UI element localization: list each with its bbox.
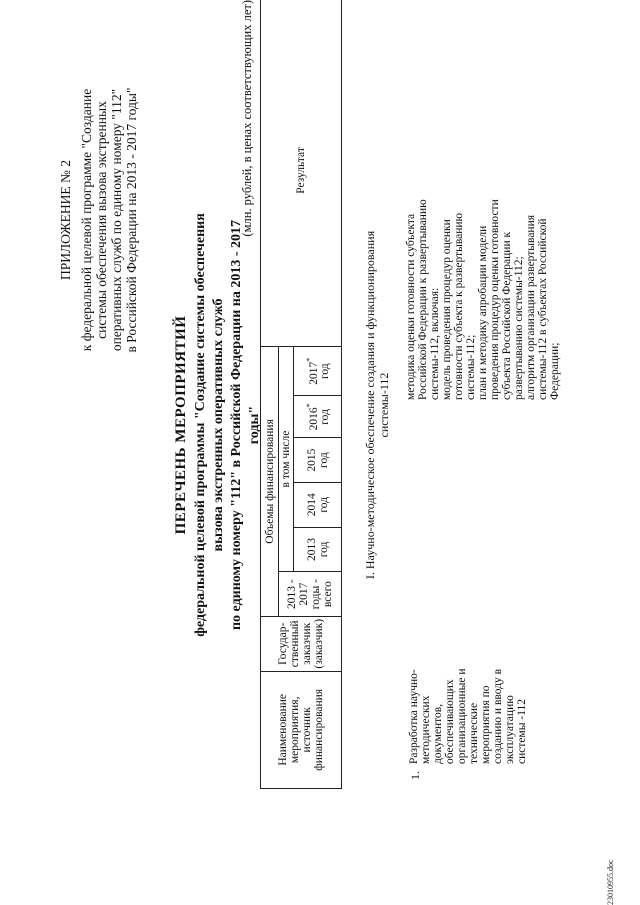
col-header-year-2016: 2016* год (294, 396, 342, 438)
activities-table (260, 0, 342, 789)
document-subtitle: по единому номеру "112" в Российской Федерации на 2013 - 2017 годы" (229, 219, 262, 631)
footnote-mark: * (304, 403, 314, 408)
appendix-line: к федеральной целевой программе "Создание (79, 88, 94, 352)
col-header-name: Наименование мероприятия, источник финансирования (261, 671, 342, 788)
row-activity-name: Разработка научно- методических документов, обеспечивающих организационные и технические мероприятия по созданию и вводу в эксплуатацию системы -112 (408, 668, 528, 764)
document-id: 23010955.doc (606, 859, 615, 905)
unit-note: (млн. рублей, в ценах соответствующих лет) (240, 0, 254, 237)
appendix-line: системы обеспечения вызова экстренных (94, 101, 109, 339)
col-header-year-2015: 2015 год (294, 438, 342, 483)
col-header-customer: Государ- ственный заказчик (заказчик) (261, 616, 342, 671)
document-heading: ПЕРЕЧЕНЬ МЕРОПРИЯТИЙ (173, 315, 189, 535)
appendix-header (58, 55, 139, 385)
col-header-total: 2013 - 2017 годы - всего (279, 572, 342, 617)
row-number: 1. (408, 771, 422, 780)
section-heading: I. Научно-методическое обеспечение создания и функционирования системы-112 (363, 230, 391, 580)
appendix-line: оперативных служб по единому номеру "112" (109, 88, 124, 352)
col-header-volumes: Объемы финансирования (261, 346, 279, 616)
col-header-incl: в том числе (279, 346, 294, 571)
appendix-heading: ПРИЛОЖЕНИЕ № 2 (58, 159, 73, 281)
row-result: методика оценки готовности субъекта Российской Федерации к развертыванию системы-112, включая: модель проведения процедур оценки готовности субъекта к развертыванию системы-112; план и методику апробации модели проведения процедур оценки готовности субъекта Российской Федерации к развертыванию системы-112; алгоритм организации развертывания системы-112 в субъектах Российской Федерации; (405, 199, 561, 400)
col-header-result: Результат (261, 0, 342, 346)
document-subtitle: федеральной целевой программы "Создание системы обеспечения вызова экстренных оперативных служб (193, 213, 226, 637)
col-header-year-2014: 2014 год (294, 482, 342, 527)
col-header-year-2017: 2017* год (294, 346, 342, 396)
col-header-year-2013: 2013 год (294, 527, 342, 572)
appendix-line: в Российской Федерации на 2013 - 2017 годы" (124, 87, 139, 353)
footnote-mark: * (304, 357, 314, 362)
